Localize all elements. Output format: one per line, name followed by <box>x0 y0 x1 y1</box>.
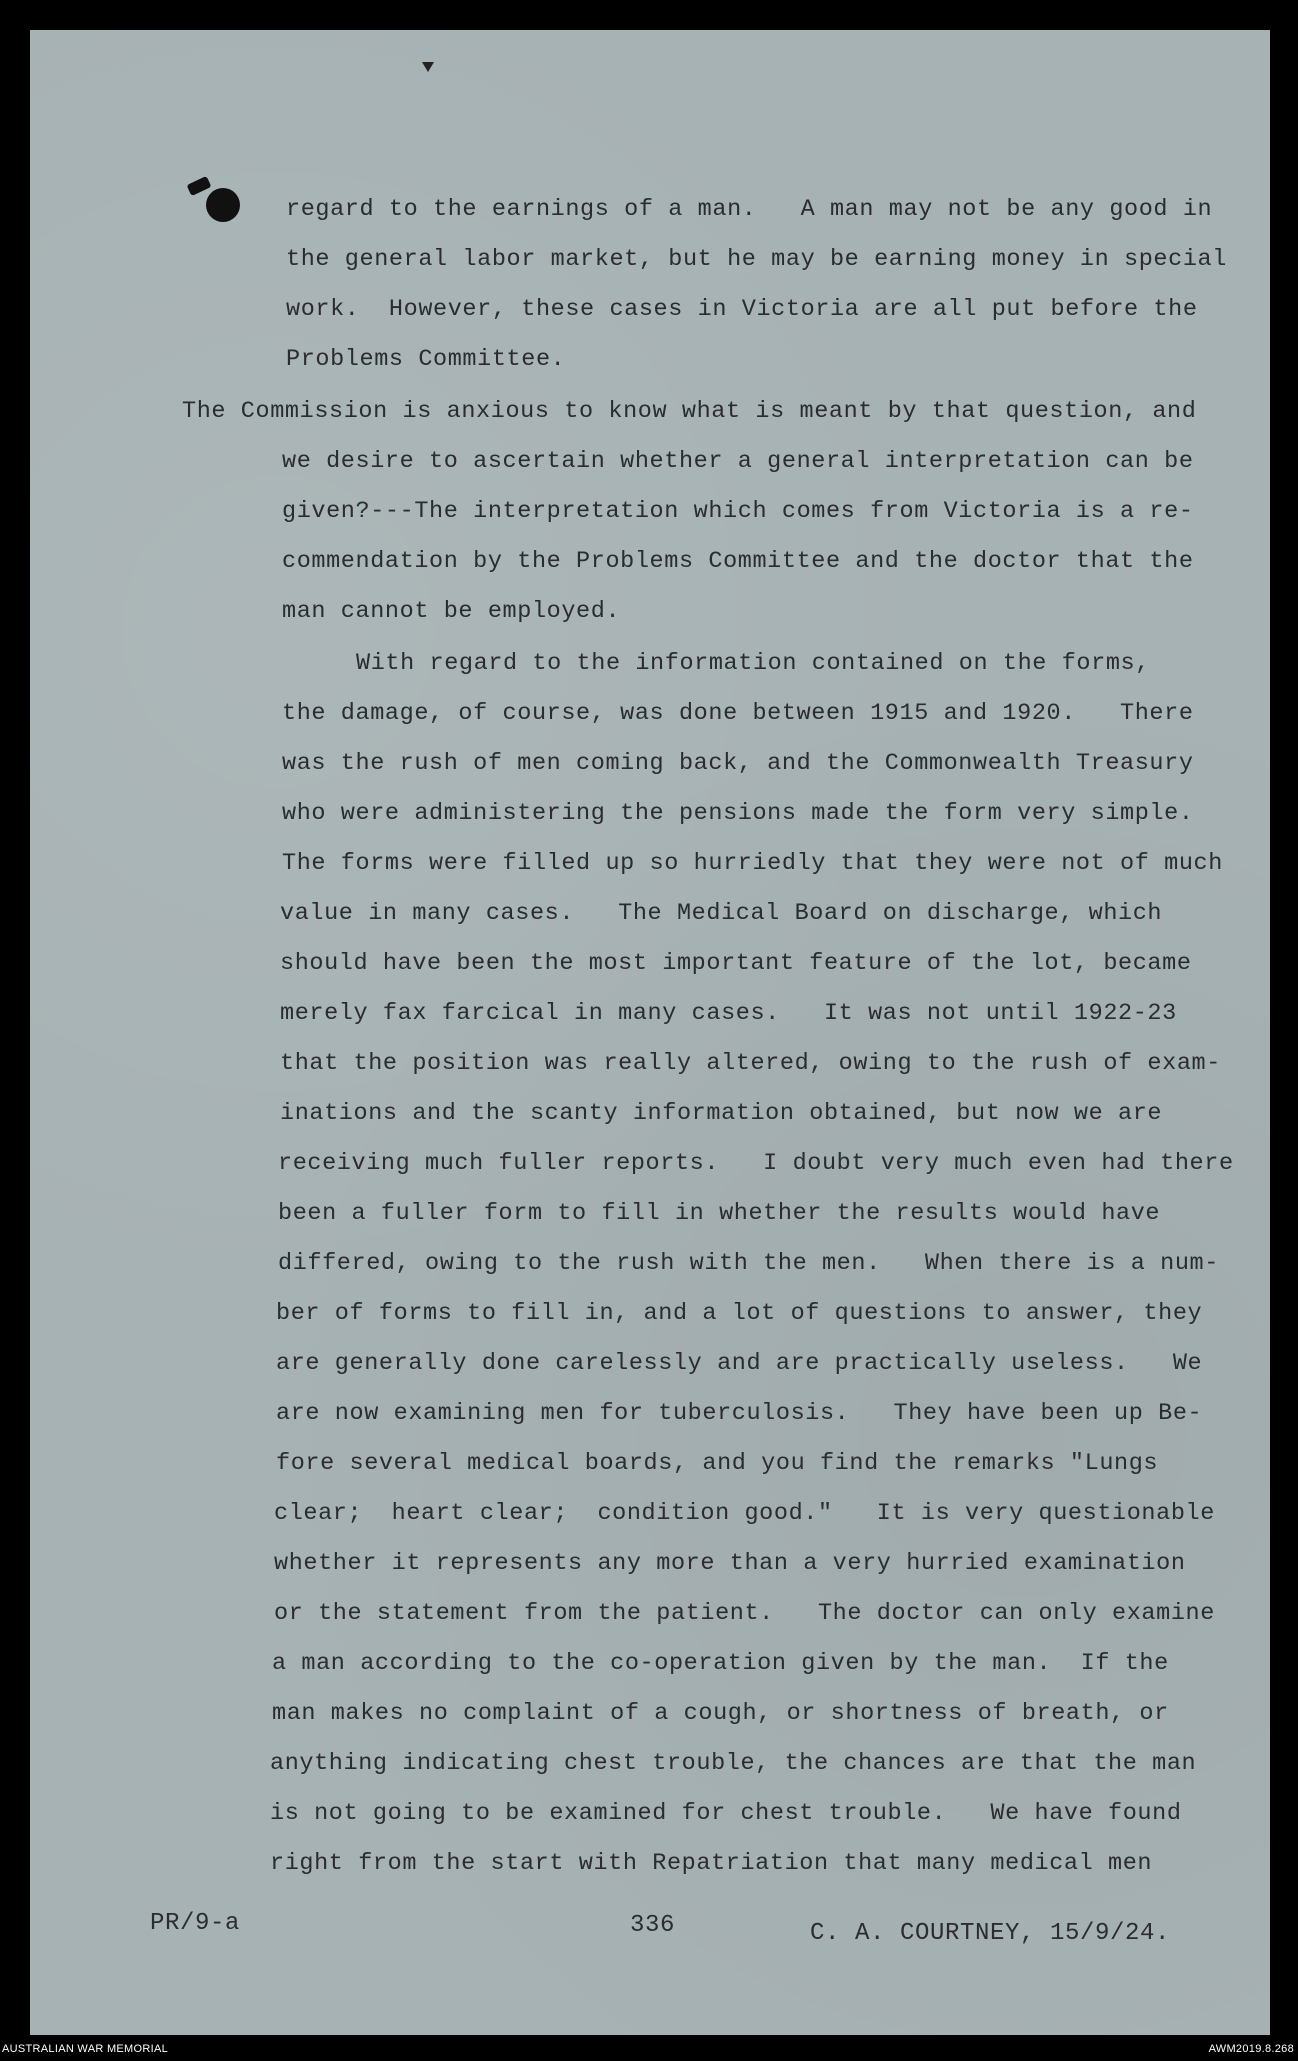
text-line: the damage, of course, was done between 1915 and 1920. There <box>282 700 1194 727</box>
text-line: or the statement from the patient. The doctor can only examine <box>274 1600 1215 1627</box>
text-line: differed, owing to the rush with the men. When there is a num- <box>278 1250 1219 1277</box>
text-line: is not going to be examined for chest trouble. We have found <box>270 1800 1182 1827</box>
text-line: man cannot be employed. <box>282 598 621 625</box>
text-line: man makes no complaint of a cough, or shortness of breath, or <box>272 1700 1169 1727</box>
text-line: who were administering the pensions made the form very simple. <box>282 800 1194 827</box>
footer-signature: C. A. COURTNEY, 15/9/24. <box>810 1920 1171 1947</box>
archive-caption-right: AWM2019.8.268 <box>1208 2043 1294 2055</box>
footer-reference: PR/9-a <box>150 1910 241 1937</box>
text-line: Problems Committee. <box>286 346 566 373</box>
text-line: clear; heart clear; condition good." It is very questionable <box>274 1500 1215 1527</box>
text-line: are generally done carelessly and are practically useless. We <box>276 1350 1203 1377</box>
text-line: been a fuller form to fill in whether the results would have <box>278 1200 1161 1227</box>
text-line: right from the start with Repatriation that many medical men <box>270 1850 1153 1877</box>
punch-hole-icon <box>206 188 240 222</box>
text-line: regard to the earnings of a man. A man may not be any good in <box>286 196 1213 223</box>
text-line: given?---The interpretation which comes from Victoria is a re- <box>282 498 1194 525</box>
text-line: whether it represents any more than a very hurried examination <box>274 1550 1186 1577</box>
text-line: was the rush of men coming back, and the Commonwealth Treasury <box>282 750 1194 777</box>
text-line: should have been the most important feature of the lot, became <box>280 950 1192 977</box>
text-line: we desire to ascertain whether a general interpretation can be <box>282 448 1194 475</box>
text-line: value in many cases. The Medical Board on discharge, which <box>280 900 1163 927</box>
archive-caption-left: AUSTRALIAN WAR MEMORIAL <box>2 2043 169 2055</box>
text-line: The forms were filled up so hurriedly that they were not of much <box>282 850 1223 877</box>
text-line: fore several medical boards, and you find the remarks "Lungs <box>276 1450 1159 1477</box>
text-line: receiving much fuller reports. I doubt very much even had there <box>278 1150 1234 1177</box>
footer-page-number: 336 <box>630 1912 676 1939</box>
text-line: anything indicating chest trouble, the chances are that the man <box>270 1750 1197 1777</box>
text-line: that the position was really altered, owing to the rush of exam- <box>280 1050 1221 1077</box>
text-line: With regard to the information contained on the forms, <box>356 650 1150 677</box>
text-line: ber of forms to fill in, and a lot of questions to answer, they <box>276 1300 1203 1327</box>
text-line: merely fax farcical in many cases. It was not until 1922-23 <box>280 1000 1177 1027</box>
text-line: are now examining men for tuberculosis. They have been up Be- <box>276 1400 1203 1427</box>
typewritten-page <box>30 30 1270 2035</box>
text-line: the general labor market, but he may be earning money in special <box>286 246 1227 273</box>
text-line: commendation by the Problems Committee and the doctor that the <box>282 548 1194 575</box>
text-line: a man according to the co-operation given by the man. If the <box>272 1650 1169 1677</box>
text-line: inations and the scanty information obtained, but now we are <box>280 1100 1163 1127</box>
text-line: work. However, these cases in Victoria are all put before the <box>286 296 1198 323</box>
paper-tear-mark <box>422 62 434 72</box>
punch-hole-tab <box>186 176 211 196</box>
text-line: The Commission is anxious to know what is meant by that question, and <box>182 398 1197 425</box>
